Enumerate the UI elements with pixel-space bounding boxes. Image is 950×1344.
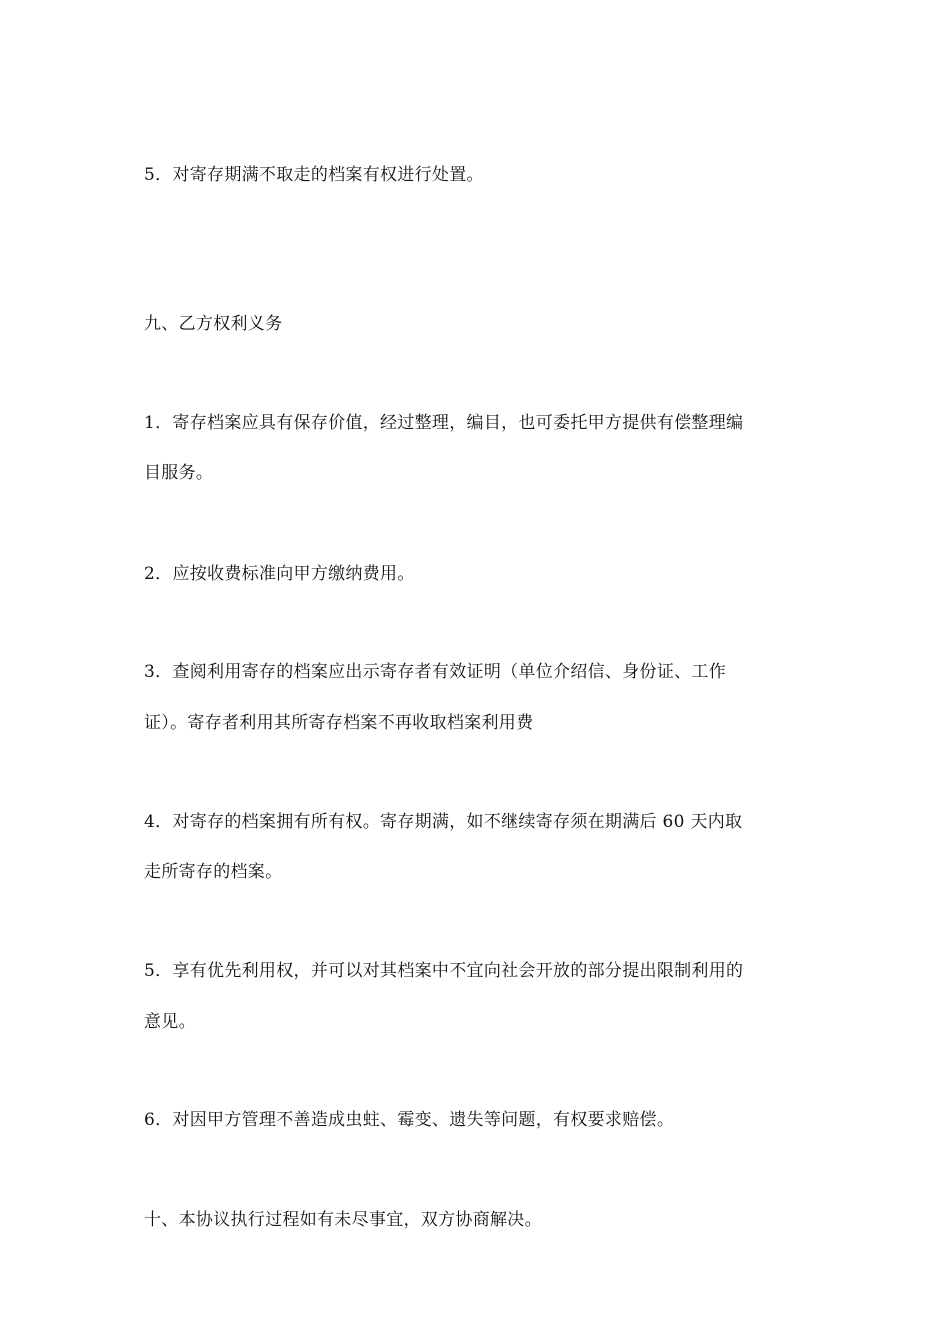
clause-9-item-2: 2．应按收费标准向甲方缴纳费用。 [144, 564, 415, 584]
clause-9-item-1-line-1: 1．寄存档案应具有保存价值，经过整理，编目，也可委托甲方提供有偿整理编 [144, 413, 744, 433]
clause-9-item-1-line-2: 目服务。 [144, 463, 214, 483]
clause-9-item-3-line-2: 证）。寄存者利用其所寄存档案不再收取档案利用费 [144, 713, 534, 733]
clause-8-item-5: 5．对寄存期满不取走的档案有权进行处置。 [144, 165, 484, 185]
clause-9-item-4-line-1: 4．对寄存的档案拥有所有权。寄存期满，如不继续寄存须在期满后 60 天内取 [144, 812, 743, 832]
clause-9-item-6: 6．对因甲方管理不善造成虫蛀、霉变、遗失等问题，有权要求赔偿。 [144, 1110, 675, 1130]
section-10-heading: 十、本协议执行过程如有未尽事宜，双方协商解决。 [144, 1210, 542, 1230]
clause-9-item-3-line-1: 3．查阅利用寄存的档案应出示寄存者有效证明（单位介绍信、身份证、工作 [144, 662, 727, 682]
clause-9-item-4-line-2: 走所寄存的档案。 [144, 862, 283, 882]
clause-9-item-5-line-2: 意见。 [144, 1012, 196, 1032]
clause-9-item-5-line-1: 5．享有优先利用权，并可以对其档案中不宜向社会开放的部分提出限制利用的 [144, 961, 744, 981]
section-9-heading: 九、乙方权利义务 [144, 314, 283, 334]
